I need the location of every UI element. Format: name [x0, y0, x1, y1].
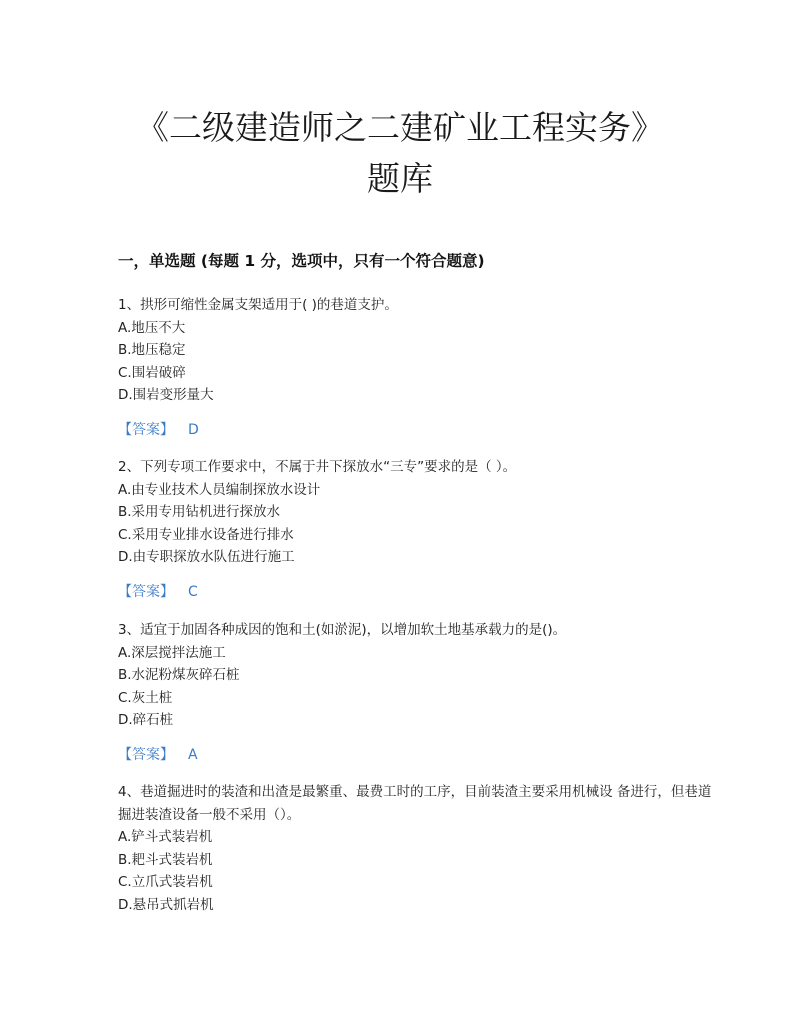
document-title: 《二级建造师之二建矿业工程实务》: [136, 108, 664, 147]
question-3: [118, 619, 718, 766]
option-a: A.地压不大: [118, 319, 186, 336]
answer-line: [118, 419, 718, 441]
answer-line: [118, 744, 718, 766]
question-stem: 1、拱形可缩性金属支架适用于( )的巷道支护。: [118, 297, 398, 313]
question-1: [118, 294, 718, 441]
option-b: B.水泥粉煤灰碎石桩: [118, 667, 240, 683]
option-a: A.铲斗式装岩机: [118, 829, 213, 845]
option-d: D.悬吊式抓岩机: [118, 896, 214, 913]
option-b: B.耙斗式装岩机: [118, 851, 213, 868]
option-c: C.围岩破碎: [118, 364, 186, 381]
option-c: C.采用专业排水设备进行排水: [118, 526, 294, 543]
option-a: A.深层搅拌法施工: [118, 644, 226, 661]
option-a: A.由专业技术人员编制探放水设计: [118, 481, 321, 498]
option-b: B.地压稳定: [118, 342, 186, 358]
answer-label: 【答案】: [118, 583, 174, 600]
question-stem: 2、下列专项工作要求中，不属于井下探放水“三专”要求的是（ ）。: [118, 459, 517, 475]
answer-value: D: [188, 421, 199, 438]
answer-label: 【答案】: [118, 421, 174, 438]
question-4: [118, 781, 718, 916]
option-d: D.由专职探放水队伍进行施工: [118, 549, 295, 565]
question-stem: 4、巷道掘进时的装渣和出渣是最繁重、最费工时的工序，目前装渣主要采用机械设 备进行，但巷道掘进装渣设备一般不采用（）。: [118, 784, 712, 823]
answer-value: A: [188, 746, 198, 763]
option-c: C.灰土桩: [118, 689, 173, 706]
question-2: [118, 456, 718, 603]
section-heading: 一，单选题 (每题 1 分，选项中，只有一个符合题意): [118, 252, 485, 270]
option-b: B.采用专用钻机进行探放水: [118, 504, 281, 520]
option-d: D.围岩变形量大: [118, 387, 214, 403]
document-subtitle: 题库: [367, 159, 433, 198]
option-d: D.碎石桩: [118, 712, 174, 728]
answer-line: [118, 581, 718, 603]
answer-label: 【答案】: [118, 746, 174, 763]
option-c: C.立爪式装岩机: [118, 874, 213, 890]
question-stem: 3、适宜于加固各种成因的饱和土(如淤泥)，以增加软土地基承载力的是()。: [118, 622, 567, 638]
answer-value: C: [188, 583, 198, 600]
